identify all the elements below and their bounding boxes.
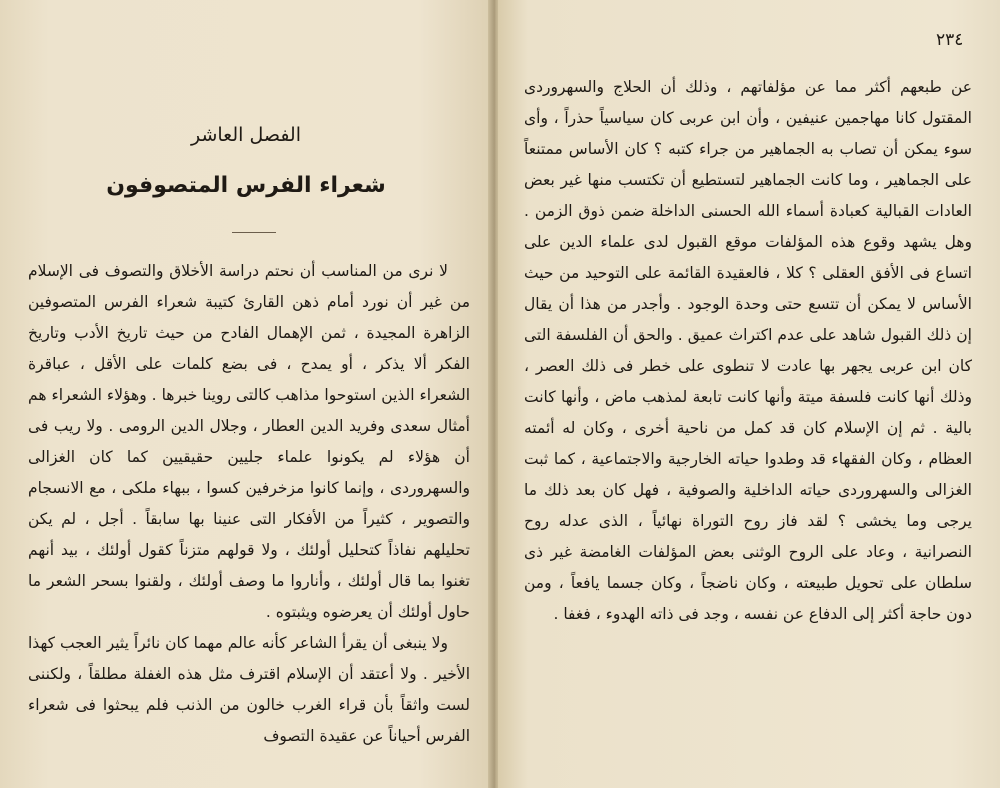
left-page — [0, 0, 492, 788]
left-paragraph-2: ولا ينبغى أن يقرأ الشاعر كأنه عالم مهما كان نائراً يثير العجب كهذا الأخير . ولا أعتقد أن الإسلام اقترف مثل هذه الغفلة مطلقاً ، ولكننى لست واثقاً بأن قراء الغرب خالون من الذنب فلم يبحثوا فى شعراء الفرس أحياناً عن عقيدة التصوف — [28, 634, 470, 745]
left-paragraph-1: لا نرى من المناسب أن نحتم دراسة الأخلاق والتصوف فى الإسلام من غير أن نورد أمام ذهن القارئ كتيبة شعراء الفرس المتصوفين الزاهرة المجيدة ، ثمن الإهمال الفادح من حيث تاريخ الأدب وتاريخ الفكر ألا يذكر ، أو يمدح ، فى بضع كلمات على الأقل ، عباقرة الشعراء الذين استوحوا مذاهب كالتى روينا خبرها . وهؤلاء الشعراء هم أمثال سعدى وفريد الدين العطار ، وجلال الدين الرومى . ولا ريب فى أن هؤلاء لم يكونوا علماء جليين حقيقيين كما كان الغزالى والسهروردى ، وإنما كانوا مزخرفين كسوا ، ببهاء ملكى ، مع الانسجام والتصوير ، كثيراً من الأفكار التى عنينا بها سابقاً . أجل ، لم يكن تحليلهم نفاذاً كتحليل أولئك ، ولا قولهم متزناً كقول أولئك ، بيد أنهم تغنوا بما قال أولئك ، وأناروا ما وصف أولئك ، ولقنوا بسحر الشعر ما حاول أولئك أن يعرضوه ويثبتوه . — [28, 262, 470, 621]
right-page-body — [524, 72, 972, 630]
page-number: ٢٣٤ — [936, 30, 964, 50]
right-paragraph-1: عن طبعهم أكثر مما عن مؤلفاتهم ، وذلك أن الحلاج والسهروردى المقتول كانا مهاجمين عنيفين ، وأن ابن عربى كان سياسياً حذراً ، وأى سوء يمكن أن تصاب به الجماهير من جراء كتبه ؟ كان الأساس ممتنعاً على الجماهير ، وما كانت الجماهير لتستطيع أن تكتسب منها غير بعض العادات القبالية كعبادة أسماء الله الحسنى الداخلة ضمن ذوق الزمن . وهل يشهد وقوع هذه المؤلفات موقع القبول لدى علماء الدين على اتساع فى الأفق العقلى ؟ كلا ، فالعقيدة القائمة على التوحيد من حيث الأساس لا يمكن أن تتسع حتى وحدة الوجود . وأجدر من هذا أن يقال إن ذلك القبول شاهد على عدم اكتراث عميق . والحق أن الفلسفة التى كان ابن عربى يجهر بها عادت لا تنطوى على خطر فى ذلك العصر ، وذلك أنها كانت فلسفة ميتة وأنها كانت تابعة لمذهب ماض ، وأنها كانت بالية . ثم إن الإسلام كان قد كمل من ناحية أخرى ، وكان له أئمته العظام ، وكان الفقهاء قد وطدوا حياته الخارجية والاجتماعية ، كما ثبت الغزالى والسهروردى حياته الداخلية والصوفية ، فهل كان بعد ذلك ما يرجى وما يخشى ؟ لقد فاز روح التوراة نهائياً ، الذى عدله روح النصرانية ، وعاد على الروح الوثنى بعض المؤلفات الغامضة غير ذى سلطان على تحويل طبيعته ، وكان ناضجاً ، وكان جسما يافعاً ، ومن دون حاجة أكثر إلى الدفاع عن نفسه ، وجد فى ذاته الهدوء ، فغفا . — [524, 78, 972, 623]
left-page-body — [28, 256, 470, 752]
heading-divider — [232, 232, 276, 233]
chapter-title: شعراء الفرس المتصوفون — [106, 173, 386, 198]
chapter-heading: الفصل العاشر — [190, 124, 301, 146]
right-page — [498, 0, 1000, 788]
